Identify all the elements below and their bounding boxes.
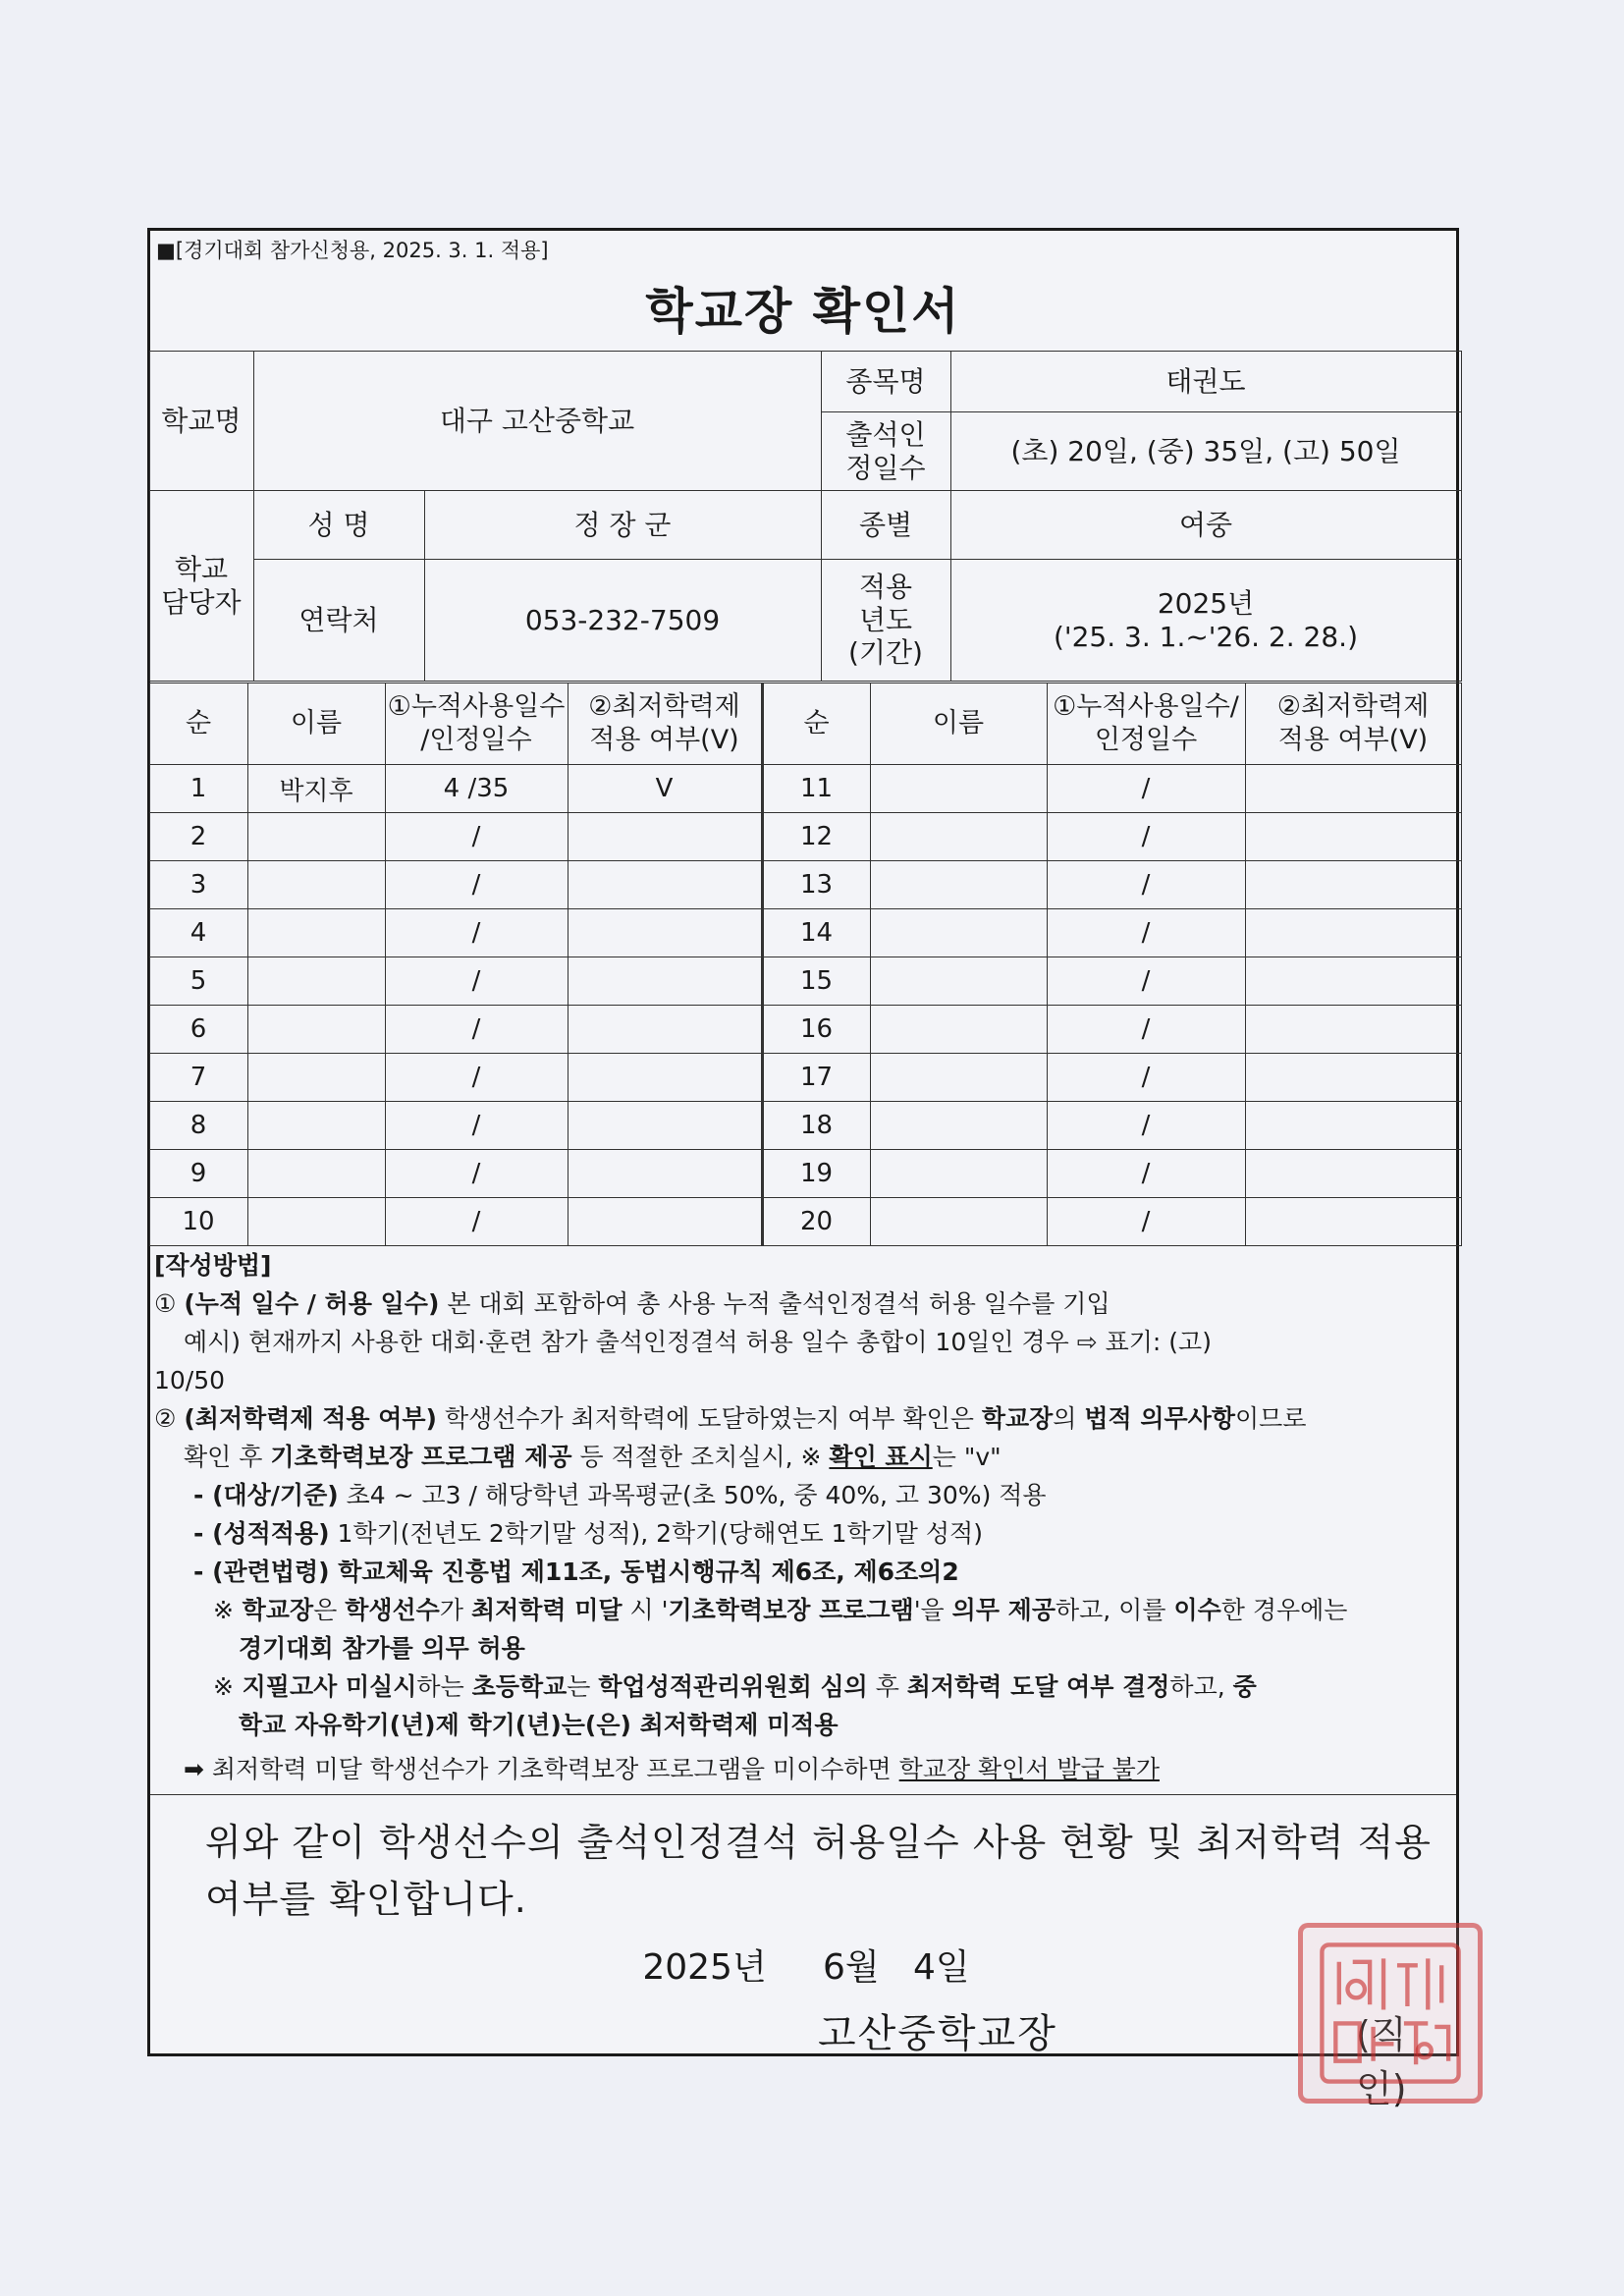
- arrow-box-icon: ➡: [184, 1755, 204, 1783]
- student-name: [247, 1150, 385, 1198]
- instruction-sub-3: - (관련법령) 학교체육 진흥법 제11조, 동법시행규칙 제6조, 제6조의2: [193, 1558, 959, 1586]
- min-academic-right: [1245, 1054, 1461, 1102]
- section-divider: [150, 1794, 1456, 1795]
- instruction-note-1: ※ 학교장은 학생선수가 최저학력 미달 시 '기초학력보장 프로그램'을 의무 제공하고, 이를 이수한 경우에는: [213, 1596, 1348, 1624]
- row-number: 8: [149, 1102, 247, 1150]
- min-academic: [568, 1102, 762, 1150]
- student-name-right: [870, 1006, 1047, 1054]
- instruction-sub-2: - (성적적용) 1학기(전년도 2학기말 성적), 2학기(당해연도 1학기말 성적): [193, 1519, 983, 1548]
- header-min-line2: 적용 여부(V): [589, 725, 739, 755]
- sport-value: 태권도: [950, 352, 1461, 412]
- header-min-right-line2: 적용 여부(V): [1277, 725, 1429, 755]
- school-info-table: [149, 351, 1462, 682]
- row-number-right: 11: [762, 765, 870, 813]
- student-name: [247, 957, 385, 1006]
- min-academic: [568, 909, 762, 957]
- notice-line: ➡ 최저학력 미달 학생선수가 기초학력보장 프로그램을 미이수하면 학교장 확인서 발급 불가: [184, 1755, 1160, 1783]
- seal-icon: [1303, 1928, 1478, 2099]
- instructions: [154, 1246, 1456, 1788]
- instruction-sub-1: - (대상/기준) 초4 ~ 고3 / 해당학년 과목평균(초 50%, 중 40%, 고 30%) 적용: [193, 1481, 1047, 1509]
- days-used: /: [385, 1006, 568, 1054]
- row-number-right: 17: [762, 1054, 870, 1102]
- header-days-line1: ①누적사용일수: [387, 691, 566, 723]
- days-used-right: /: [1047, 813, 1245, 861]
- days-used-right: /: [1047, 765, 1245, 813]
- min-academic: [568, 1198, 762, 1246]
- min-academic-right: [1245, 861, 1461, 909]
- apply-label-line3: (기간): [848, 636, 923, 670]
- student-name-right: [870, 957, 1047, 1006]
- category-label: 종별: [821, 491, 950, 560]
- days-used-right: /: [1047, 1198, 1245, 1246]
- attendance-value: (초) 20일, (중) 35일, (고) 50일: [950, 412, 1461, 491]
- table-row: [149, 1198, 1461, 1246]
- row-number: 7: [149, 1054, 247, 1102]
- min-academic-right: [1245, 1102, 1461, 1150]
- days-used-right: /: [1047, 957, 1245, 1006]
- student-name: [247, 1006, 385, 1054]
- row-number-right: 19: [762, 1150, 870, 1198]
- min-academic: [568, 1150, 762, 1198]
- instruction-note-2: ※ 지필고사 미실시하는 초등학교는 학업성적관리위원회 심의 후 최저학력 도달 여부 결정하고, 중: [213, 1672, 1257, 1701]
- school-name: 대구 고산중학교: [253, 352, 821, 491]
- table-row: [149, 861, 1461, 909]
- table-row: [149, 1054, 1461, 1102]
- min-academic-right: [1245, 1006, 1461, 1054]
- days-used-right: /: [1047, 1150, 1245, 1198]
- row-number: 6: [149, 1006, 247, 1054]
- days-used: /: [385, 861, 568, 909]
- days-used: /: [385, 813, 568, 861]
- row-number: 4: [149, 909, 247, 957]
- instruction-note-1-line2: 경기대회 참가를 의무 허용: [239, 1634, 525, 1663]
- min-academic-right: [1245, 1150, 1461, 1198]
- row-number-right: 16: [762, 1006, 870, 1054]
- days-used-right: /: [1047, 1102, 1245, 1150]
- student-name-right: [870, 1054, 1047, 1102]
- student-name: [247, 861, 385, 909]
- seal-label: (직인): [1356, 2013, 1407, 2110]
- official-seal-stamp: [1298, 1923, 1483, 2104]
- confirmation-date: 2025년 6월 4일: [642, 1947, 970, 1988]
- staff-label: [149, 491, 253, 682]
- row-number-right: 12: [762, 813, 870, 861]
- apply-year: 2025년: [1157, 586, 1255, 620]
- name-value: 정 장 군: [424, 491, 821, 560]
- school-label: 학교명: [149, 352, 253, 491]
- days-used: 4 /35: [385, 765, 568, 813]
- instruction-item-1-example: 예시) 현재까지 사용한 대회·훈련 참가 출석인정결석 허용 일수 총합이 10일인 경우 ⇨ 표기: (고): [184, 1328, 1212, 1356]
- days-used-right: /: [1047, 861, 1245, 909]
- staff-label-line2: 담당자: [161, 585, 242, 619]
- header-days-right-line2: 인정일수: [1094, 725, 1198, 755]
- student-name-right: [870, 861, 1047, 909]
- student-name: [247, 909, 385, 957]
- header-name-right: 이름: [870, 683, 1047, 765]
- attendance-label: [821, 412, 950, 491]
- contact-value: 053-232-7509: [424, 560, 821, 682]
- table-row: [149, 957, 1461, 1006]
- min-academic: [568, 861, 762, 909]
- header-days: [385, 683, 568, 765]
- attendance-label-line2: 정일수: [845, 451, 926, 484]
- row-number: 5: [149, 957, 247, 1006]
- row-number: 9: [149, 1150, 247, 1198]
- table-row: [149, 1006, 1461, 1054]
- student-name: [247, 1198, 385, 1246]
- apply-label: [821, 560, 950, 682]
- instruction-note-2-line2: 학교 자유학기(년)제 학기(년)는(은) 최저학력제 미적용: [239, 1711, 839, 1739]
- name-label: 성 명: [253, 491, 424, 560]
- header-min-line1: ②최저학력제: [588, 691, 740, 723]
- document-form: [147, 228, 1459, 2110]
- header-days-right: [1047, 683, 1245, 765]
- table-row: [149, 813, 1461, 861]
- days-used: /: [385, 909, 568, 957]
- apply-label-line1: 적용: [858, 571, 913, 604]
- row-number-right: 15: [762, 957, 870, 1006]
- row-number: 3: [149, 861, 247, 909]
- apply-label-line2: 년도: [858, 603, 913, 636]
- row-number-right: 14: [762, 909, 870, 957]
- sport-label: 종목명: [821, 352, 950, 412]
- student-name: [247, 1102, 385, 1150]
- header-days-right-line1: ①누적사용일수/: [1053, 691, 1239, 723]
- instruction-item-1-example-cont: 10/50: [154, 1366, 226, 1394]
- student-name: [247, 1054, 385, 1102]
- confirmation-statement: 위와 같이 학생선수의 출석인정결석 허용일수 사용 현황 및 최저학력 적용 여부를 확인합니다.: [205, 1821, 1432, 1921]
- student-name: 박지후: [247, 765, 385, 813]
- student-name: [247, 813, 385, 861]
- contact-label: 연락처: [253, 560, 424, 682]
- student-name-right: [870, 765, 1047, 813]
- instructions-heading: [작성방법]: [154, 1251, 272, 1280]
- min-academic-right: [1245, 1198, 1461, 1246]
- table-row: [149, 1102, 1461, 1150]
- student-name-right: [870, 909, 1047, 957]
- days-used: /: [385, 957, 568, 1006]
- table-row: [149, 765, 1461, 813]
- days-used: /: [385, 1102, 568, 1150]
- days-used: /: [385, 1150, 568, 1198]
- min-academic-right: [1245, 765, 1461, 813]
- min-academic: V: [568, 765, 762, 813]
- table-row: [149, 909, 1461, 957]
- apply-period: ('25. 3. 1.~'26. 2. 28.): [1053, 620, 1359, 653]
- days-used: /: [385, 1054, 568, 1102]
- student-table: [149, 683, 1462, 1246]
- header-note: ■[경기대회 참가신청용, 2025. 3. 1. 적용]: [156, 239, 549, 262]
- attendance-label-line1: 출석인: [845, 417, 926, 451]
- instruction-item-2: ② (최저학력제 적용 여부) 학생선수가 최저학력에 도달하였는지 여부 확인은 학교장의 법적 의무사항이므로: [154, 1404, 1307, 1433]
- student-name-right: [870, 1150, 1047, 1198]
- student-name-right: [870, 1198, 1047, 1246]
- days-used-right: /: [1047, 909, 1245, 957]
- signer-title: 고산중학교장: [818, 2011, 1057, 2056]
- days-used-right: /: [1047, 1006, 1245, 1054]
- min-academic: [568, 813, 762, 861]
- instruction-item-2-line2: 확인 후 기초학력보장 프로그램 제공 등 적절한 조치실시, ※ 확인 표시는 "v": [184, 1443, 1001, 1471]
- header-no: 순: [149, 683, 247, 765]
- apply-value: [950, 560, 1461, 682]
- min-academic: [568, 1006, 762, 1054]
- header-no-right: 순: [762, 683, 870, 765]
- category-value: 여중: [950, 491, 1461, 560]
- min-academic-right: [1245, 957, 1461, 1006]
- row-number-right: 13: [762, 861, 870, 909]
- staff-label-line1: 학교: [174, 552, 229, 585]
- min-academic-right: [1245, 909, 1461, 957]
- header-min-right: [1245, 683, 1461, 765]
- row-number-right: 20: [762, 1198, 870, 1246]
- header-days-line2: /인정일수: [420, 725, 532, 755]
- header-min-right-line1: ②최저학력제: [1276, 691, 1430, 723]
- days-used-right: /: [1047, 1054, 1245, 1102]
- row-number: 1: [149, 765, 247, 813]
- min-academic: [568, 1054, 762, 1102]
- min-academic-right: [1245, 813, 1461, 861]
- table-row: [149, 1150, 1461, 1198]
- row-number-right: 18: [762, 1102, 870, 1150]
- min-academic: [568, 957, 762, 1006]
- row-number: 2: [149, 813, 247, 861]
- header-name: 이름: [247, 683, 385, 765]
- page-title: 학교장 확인서: [645, 283, 961, 340]
- days-used: /: [385, 1198, 568, 1246]
- student-name-right: [870, 1102, 1047, 1150]
- header-min: [568, 683, 762, 765]
- student-name-right: [870, 813, 1047, 861]
- row-number: 10: [149, 1198, 247, 1246]
- instruction-item-1: ① (누적 일수 / 허용 일수) 본 대회 포함하여 총 사용 누적 출석인정결석 허용 일수를 기입: [154, 1289, 1110, 1318]
